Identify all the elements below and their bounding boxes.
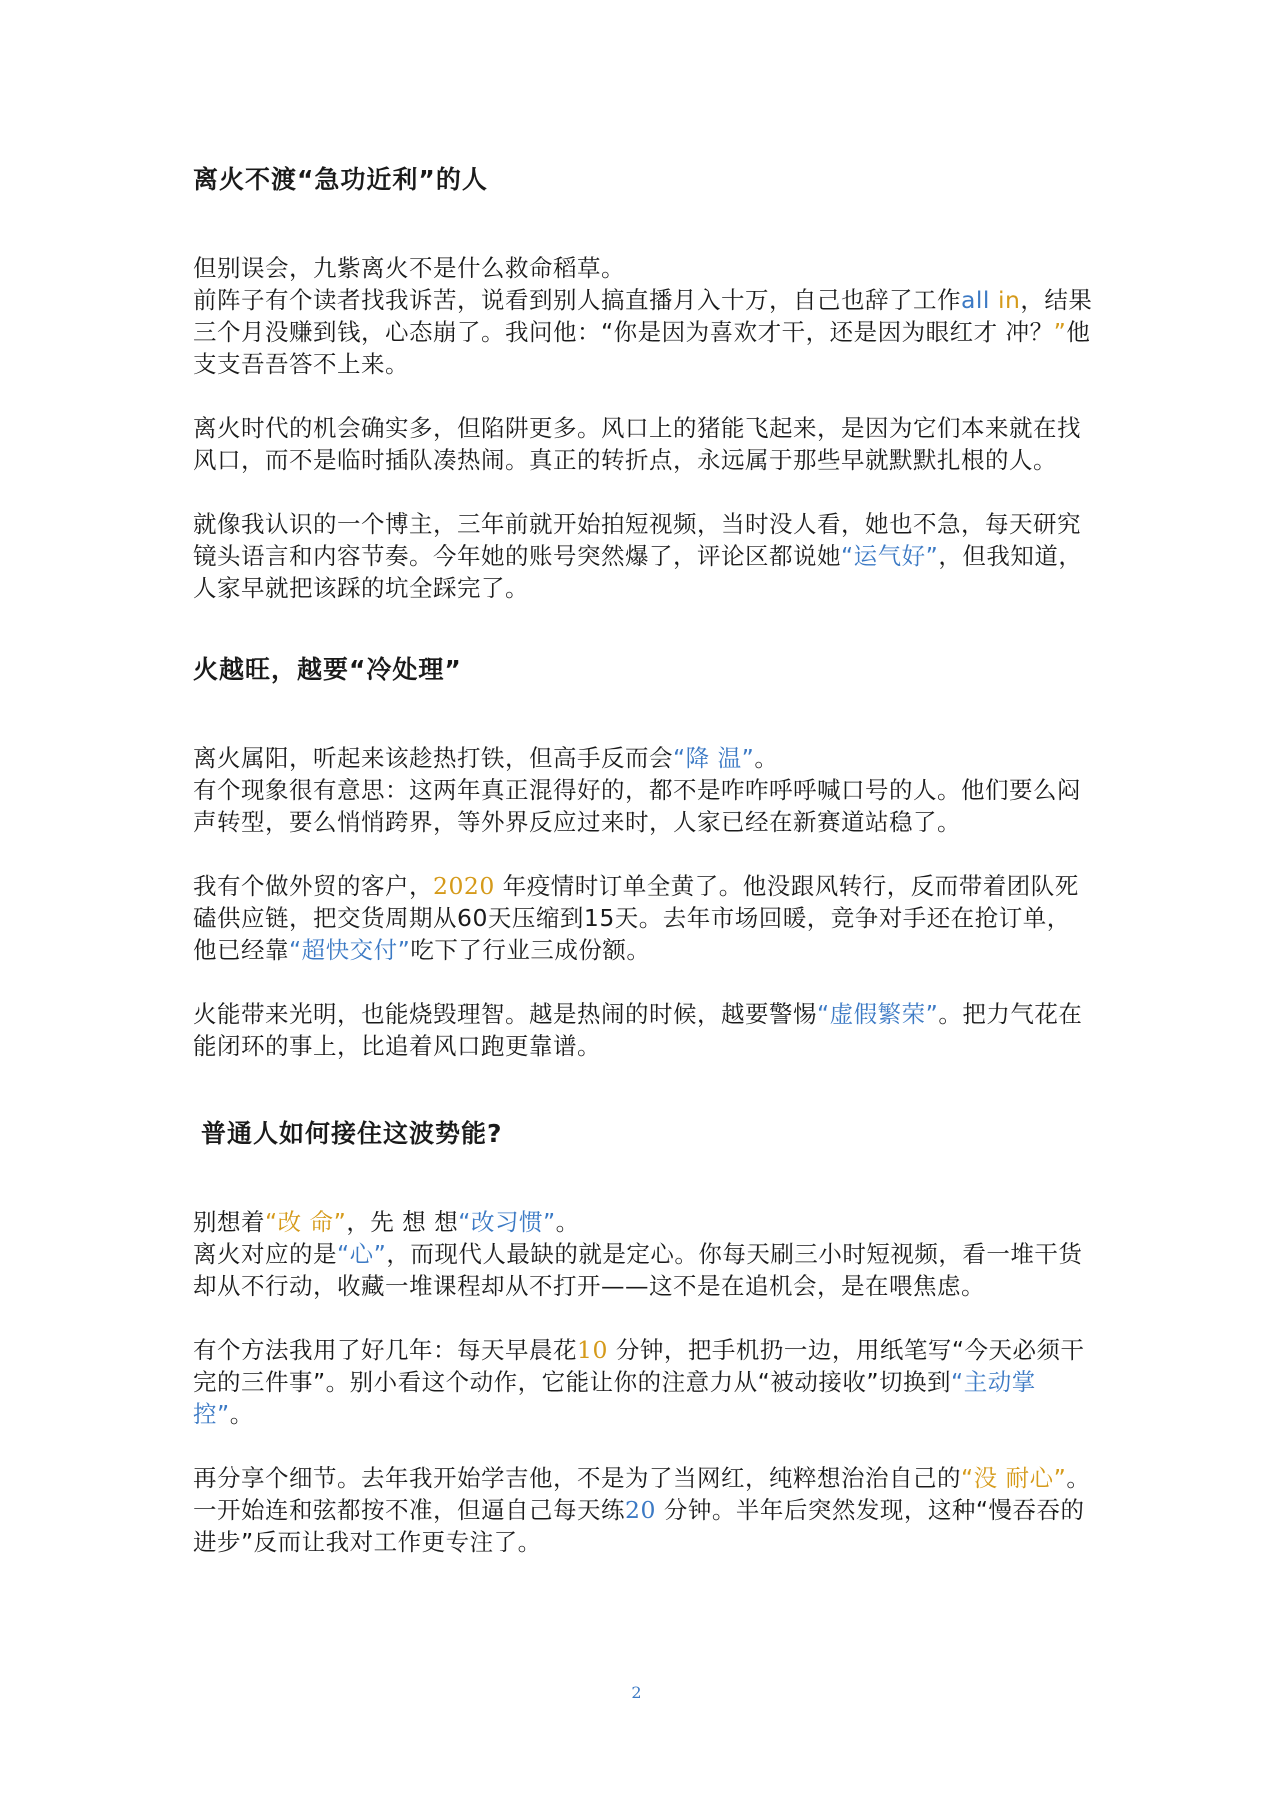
paragraph-3-2: 离火对应的是“心”，而现代人最缺的就是定心。你每天刷三小时短视频，看一堆干货却从不行动，收藏一堆课程却从不打开——这不是在追机会，是在喂焦虑。 — [193, 1240, 1083, 1300]
paragraph-3-3: 有个方法我用了好几年：每天早晨花10 分钟，把手机扔一边，用纸笔写“今天必须干完的三件事”。别小看这个动作，它能让你的注意力从“被动接收”切换到“主动掌控”。 — [193, 1336, 1085, 1428]
paragraph-1-4: 就像我认识的一个博主，三年前就开始拍短视频，当时没人看，她也不急，每天研究镜头语言和内容节奏。今年她的账号突然爆了，评论区都说她“运气好”，但我知道，人家早就把该踩的坑全踩完了。 — [193, 510, 1083, 602]
paragraph-1-3: 离火时代的机会确实多，但陷阱更多。风口上的猪能飞起来，是因为它们本来就在找风口，而不是临时插队凑热闹。真正的转折点，永远属于那些早就默默扎根的人。 — [193, 414, 1081, 474]
paragraph-1-2: 前阵子有个读者找我诉苦，说看到别人搞直播月入十万，自己也辞了工作all in，结果三个月没赚到钱，心态崩了。我问他：“你是因为喜欢才干，还是因为眼红才 冲？”他支支吾吾答不上来。 — [193, 286, 1093, 378]
section-heading-1: 离火不渡“急功近利”的人 — [193, 165, 488, 194]
paragraph-2-2: 有个现象很有意思：这两年真正混得好的，都不是咋咋呼呼喊口号的人。他们要么闷声转型，要么悄悄跨界，等外界反应过来时，人家已经在新赛道站稳了。 — [193, 776, 1081, 836]
paragraph-2-3: 我有个做外贸的客户，2020 年疫情时订单全黄了。他没跟风转行，反而带着团队死磕供应链，把交货周期从60天压缩到15天。去年市场回暖，竞争对手还在抢订单，他已经靠“超快交付”吃下了行业三成份额。 — [193, 872, 1079, 964]
paragraph-3-1: 别想着“改 命”，先 想 想“改习惯”。 — [193, 1208, 580, 1236]
section-heading-2: 火越旺，越要“冷处理” — [193, 655, 462, 684]
page-number: 2 — [631, 1683, 642, 1702]
paragraph-2-4: 火能带来光明，也能烧毁理智。越是热闹的时候，越要警惕“虚假繁荣”。把力气花在能闭环的事上，比追着风口跑更靠谱。 — [193, 1000, 1083, 1060]
paragraph-3-4: 再分享个细节。去年我开始学吉他，不是为了当网红，纯粹想治治自己的“没 耐心”。一开始连和弦都按不准，但逼自己每天练20 分钟。半年后突然发现，这种“慢吞吞的进步”反而让我对工作更专注了。 — [193, 1464, 1091, 1556]
document-page — [193, 160, 1093, 1558]
paragraph-1-1: 但别误会，九紫离火不是什么救命稻草。 — [193, 254, 625, 282]
section-heading-3: 普通人如何接住这波势能? — [201, 1119, 503, 1148]
paragraph-2-1: 离火属阳，听起来该趁热打铁，但高手反而会“降 温”。 — [193, 744, 779, 772]
